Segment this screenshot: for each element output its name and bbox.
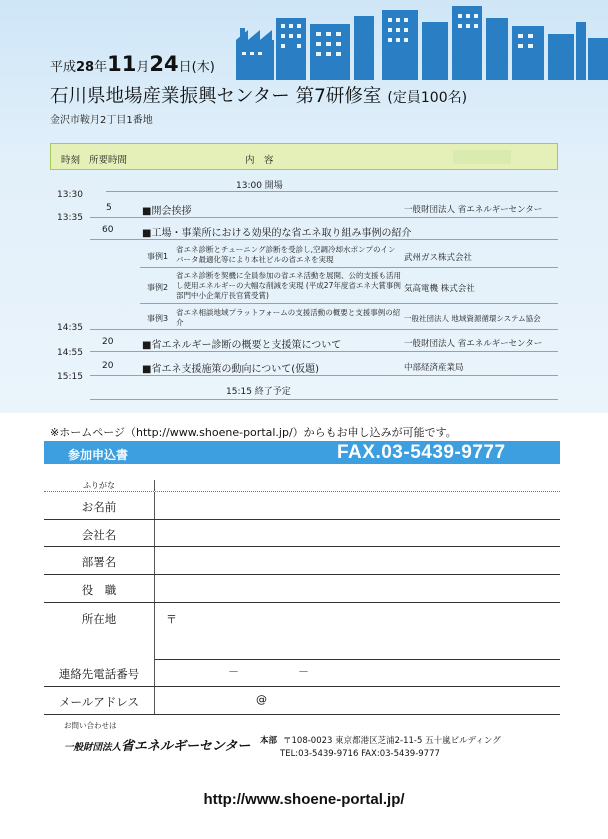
hq-phone: TEL:03-5439-9716 FAX:03-5439-9777 bbox=[280, 749, 440, 759]
time-label: 14:55 bbox=[57, 348, 83, 358]
date-month: 11 bbox=[107, 52, 137, 76]
time-label: 15:15 bbox=[57, 372, 83, 382]
company-label: 会社名 bbox=[81, 528, 117, 542]
address-label: 所在地 bbox=[81, 612, 117, 626]
online-application-note: ※ホームページ（http://www.shoene-portal.jp/）からもお申し込みが可能です。 bbox=[50, 426, 457, 439]
venue-name: 石川県地場産業振興センター 第7研修室 bbox=[50, 86, 382, 107]
furigana-field[interactable] bbox=[155, 480, 560, 491]
schedule-org: 一般財団法人 省エネルギーセンター bbox=[404, 339, 543, 349]
org-logo bbox=[64, 735, 250, 754]
time-label: 14:35 bbox=[57, 323, 83, 333]
name-field[interactable] bbox=[155, 492, 560, 519]
schedule-close-row bbox=[50, 380, 558, 400]
case-label: 事例2 bbox=[147, 283, 169, 292]
form-row-email bbox=[44, 687, 560, 715]
org-prefix: 一般財団法人 bbox=[64, 742, 122, 753]
fax-number: FAX.03-5439-9777 bbox=[337, 442, 506, 463]
form-row-address bbox=[44, 603, 560, 659]
application-form-title: 参加申込書 bbox=[68, 448, 129, 462]
schedule-org: 中部経済産業局 bbox=[404, 363, 464, 373]
schedule-case-row bbox=[50, 306, 558, 330]
schedule-case-row bbox=[50, 270, 558, 304]
date-day: 24 bbox=[149, 52, 179, 76]
email-label: メールアドレス bbox=[59, 695, 139, 709]
form-row-position bbox=[44, 575, 560, 603]
email-at-mark: @ bbox=[256, 693, 267, 706]
form-row-furigana bbox=[44, 480, 560, 492]
schedule-header-duration: 所要時間 bbox=[89, 155, 128, 166]
time-label: 13:35 bbox=[57, 213, 83, 223]
time-label: 13:30 bbox=[57, 190, 83, 200]
position-field[interactable] bbox=[155, 575, 560, 602]
hq-address: 〒108-0023 東京都港区芝浦2-11-5 五十嵐ビルディング bbox=[283, 736, 501, 746]
schedule-row bbox=[50, 332, 558, 352]
case-content: 省エネ診断を契機に全員参加の省エネ活動を展開、公的支援も活用し使用エネルギーの大幅な削減を実現 (平成27年度省エネ大賞事例部門中小企業庁長官賞受賞) bbox=[176, 271, 401, 300]
application-form-header bbox=[44, 441, 560, 464]
case-content: 省エネ診断とチューニング診断を受診し,空調冷却水ポンプのインバータ最適化等により本社ビルの省エネを実現 bbox=[176, 245, 396, 264]
schedule-header-time: 時刻 bbox=[61, 155, 81, 166]
postal-mark: 〒 bbox=[166, 613, 177, 626]
schedule-row bbox=[50, 198, 558, 218]
case-org: 一般社団法人 地域資源循環システム協会 bbox=[404, 314, 541, 323]
venue-capacity: (定員100名) bbox=[387, 90, 468, 106]
name-label: お名前 bbox=[81, 500, 117, 514]
schedule-org: 一般財団法人 省エネルギーセンター bbox=[404, 205, 543, 215]
org-name: 省エネルギーセンター bbox=[121, 739, 251, 754]
schedule-open-row bbox=[50, 176, 558, 192]
date-month-suffix: 月 bbox=[136, 60, 150, 75]
schedule-content: ■開会挨拶 bbox=[142, 206, 192, 217]
footer-url[interactable]: http://www.shoene-portal.jp/ bbox=[203, 791, 405, 808]
schedule-content: ■工場・事業所における効果的な省エネ取り組み事例の紹介 bbox=[142, 228, 412, 239]
date-year: 28 bbox=[76, 60, 95, 75]
form-row-department bbox=[44, 547, 560, 575]
contact-organization bbox=[64, 720, 250, 754]
date-year-suffix: 年 bbox=[94, 60, 108, 75]
phone-field[interactable] bbox=[155, 659, 560, 686]
form-row-phone bbox=[44, 659, 560, 687]
factory-skyline-illustration bbox=[236, 0, 608, 80]
phone-label: 連絡先電話番号 bbox=[58, 667, 140, 681]
schedule-duration: 20 bbox=[102, 361, 114, 371]
inquiry-label: お問い合わせは bbox=[64, 721, 117, 730]
address-field[interactable] bbox=[174, 603, 560, 659]
event-date bbox=[50, 52, 215, 76]
phone-separator: － bbox=[228, 665, 239, 678]
case-org: 武州ガス株式会社 bbox=[404, 253, 473, 263]
schedule-row bbox=[50, 220, 558, 240]
date-weekday: (木) bbox=[191, 60, 215, 75]
schedule-duration: 5 bbox=[106, 203, 112, 213]
hq-label: 本部 bbox=[260, 736, 278, 746]
event-info-panel bbox=[0, 0, 608, 413]
form-row-name bbox=[44, 492, 560, 520]
headquarters-info bbox=[260, 734, 501, 762]
case-org: 気高電機 株式会社 bbox=[404, 284, 475, 294]
department-label: 部署名 bbox=[81, 555, 117, 569]
email-field[interactable] bbox=[155, 687, 560, 714]
schedule-case-row bbox=[50, 243, 558, 268]
schedule-duration: 60 bbox=[102, 225, 114, 235]
company-field[interactable] bbox=[155, 520, 560, 546]
schedule-header bbox=[50, 143, 558, 170]
date-prefix: 平成 bbox=[50, 60, 77, 75]
furigana-label: ふりがな bbox=[83, 481, 115, 490]
schedule-duration: 20 bbox=[102, 337, 114, 347]
case-content: 省エネ相談地域プラットフォームの支援活動の概要と支援事例の紹介 bbox=[176, 308, 401, 327]
case-label: 事例1 bbox=[147, 252, 169, 261]
form-row-company bbox=[44, 520, 560, 547]
schedule-content: ■省エネ支援施策の動向について(仮題) bbox=[142, 364, 320, 375]
date-day-suffix: 日 bbox=[178, 60, 192, 75]
schedule-open: 13:00 開場 bbox=[236, 181, 283, 191]
blurred-area bbox=[453, 150, 511, 164]
venue-title bbox=[50, 82, 467, 108]
schedule-close: 15:15 終了予定 bbox=[226, 387, 291, 397]
department-field[interactable] bbox=[155, 547, 560, 574]
schedule-header-content: 内 容 bbox=[245, 155, 274, 166]
schedule-content: ■省エネルギー診断の概要と支援策について bbox=[142, 340, 342, 351]
position-label: 役 職 bbox=[81, 583, 117, 597]
venue-address: 金沢市鞍月2丁目1番地 bbox=[50, 115, 153, 126]
case-label: 事例3 bbox=[147, 314, 169, 323]
phone-separator: － bbox=[298, 665, 309, 678]
schedule-row bbox=[50, 356, 558, 376]
